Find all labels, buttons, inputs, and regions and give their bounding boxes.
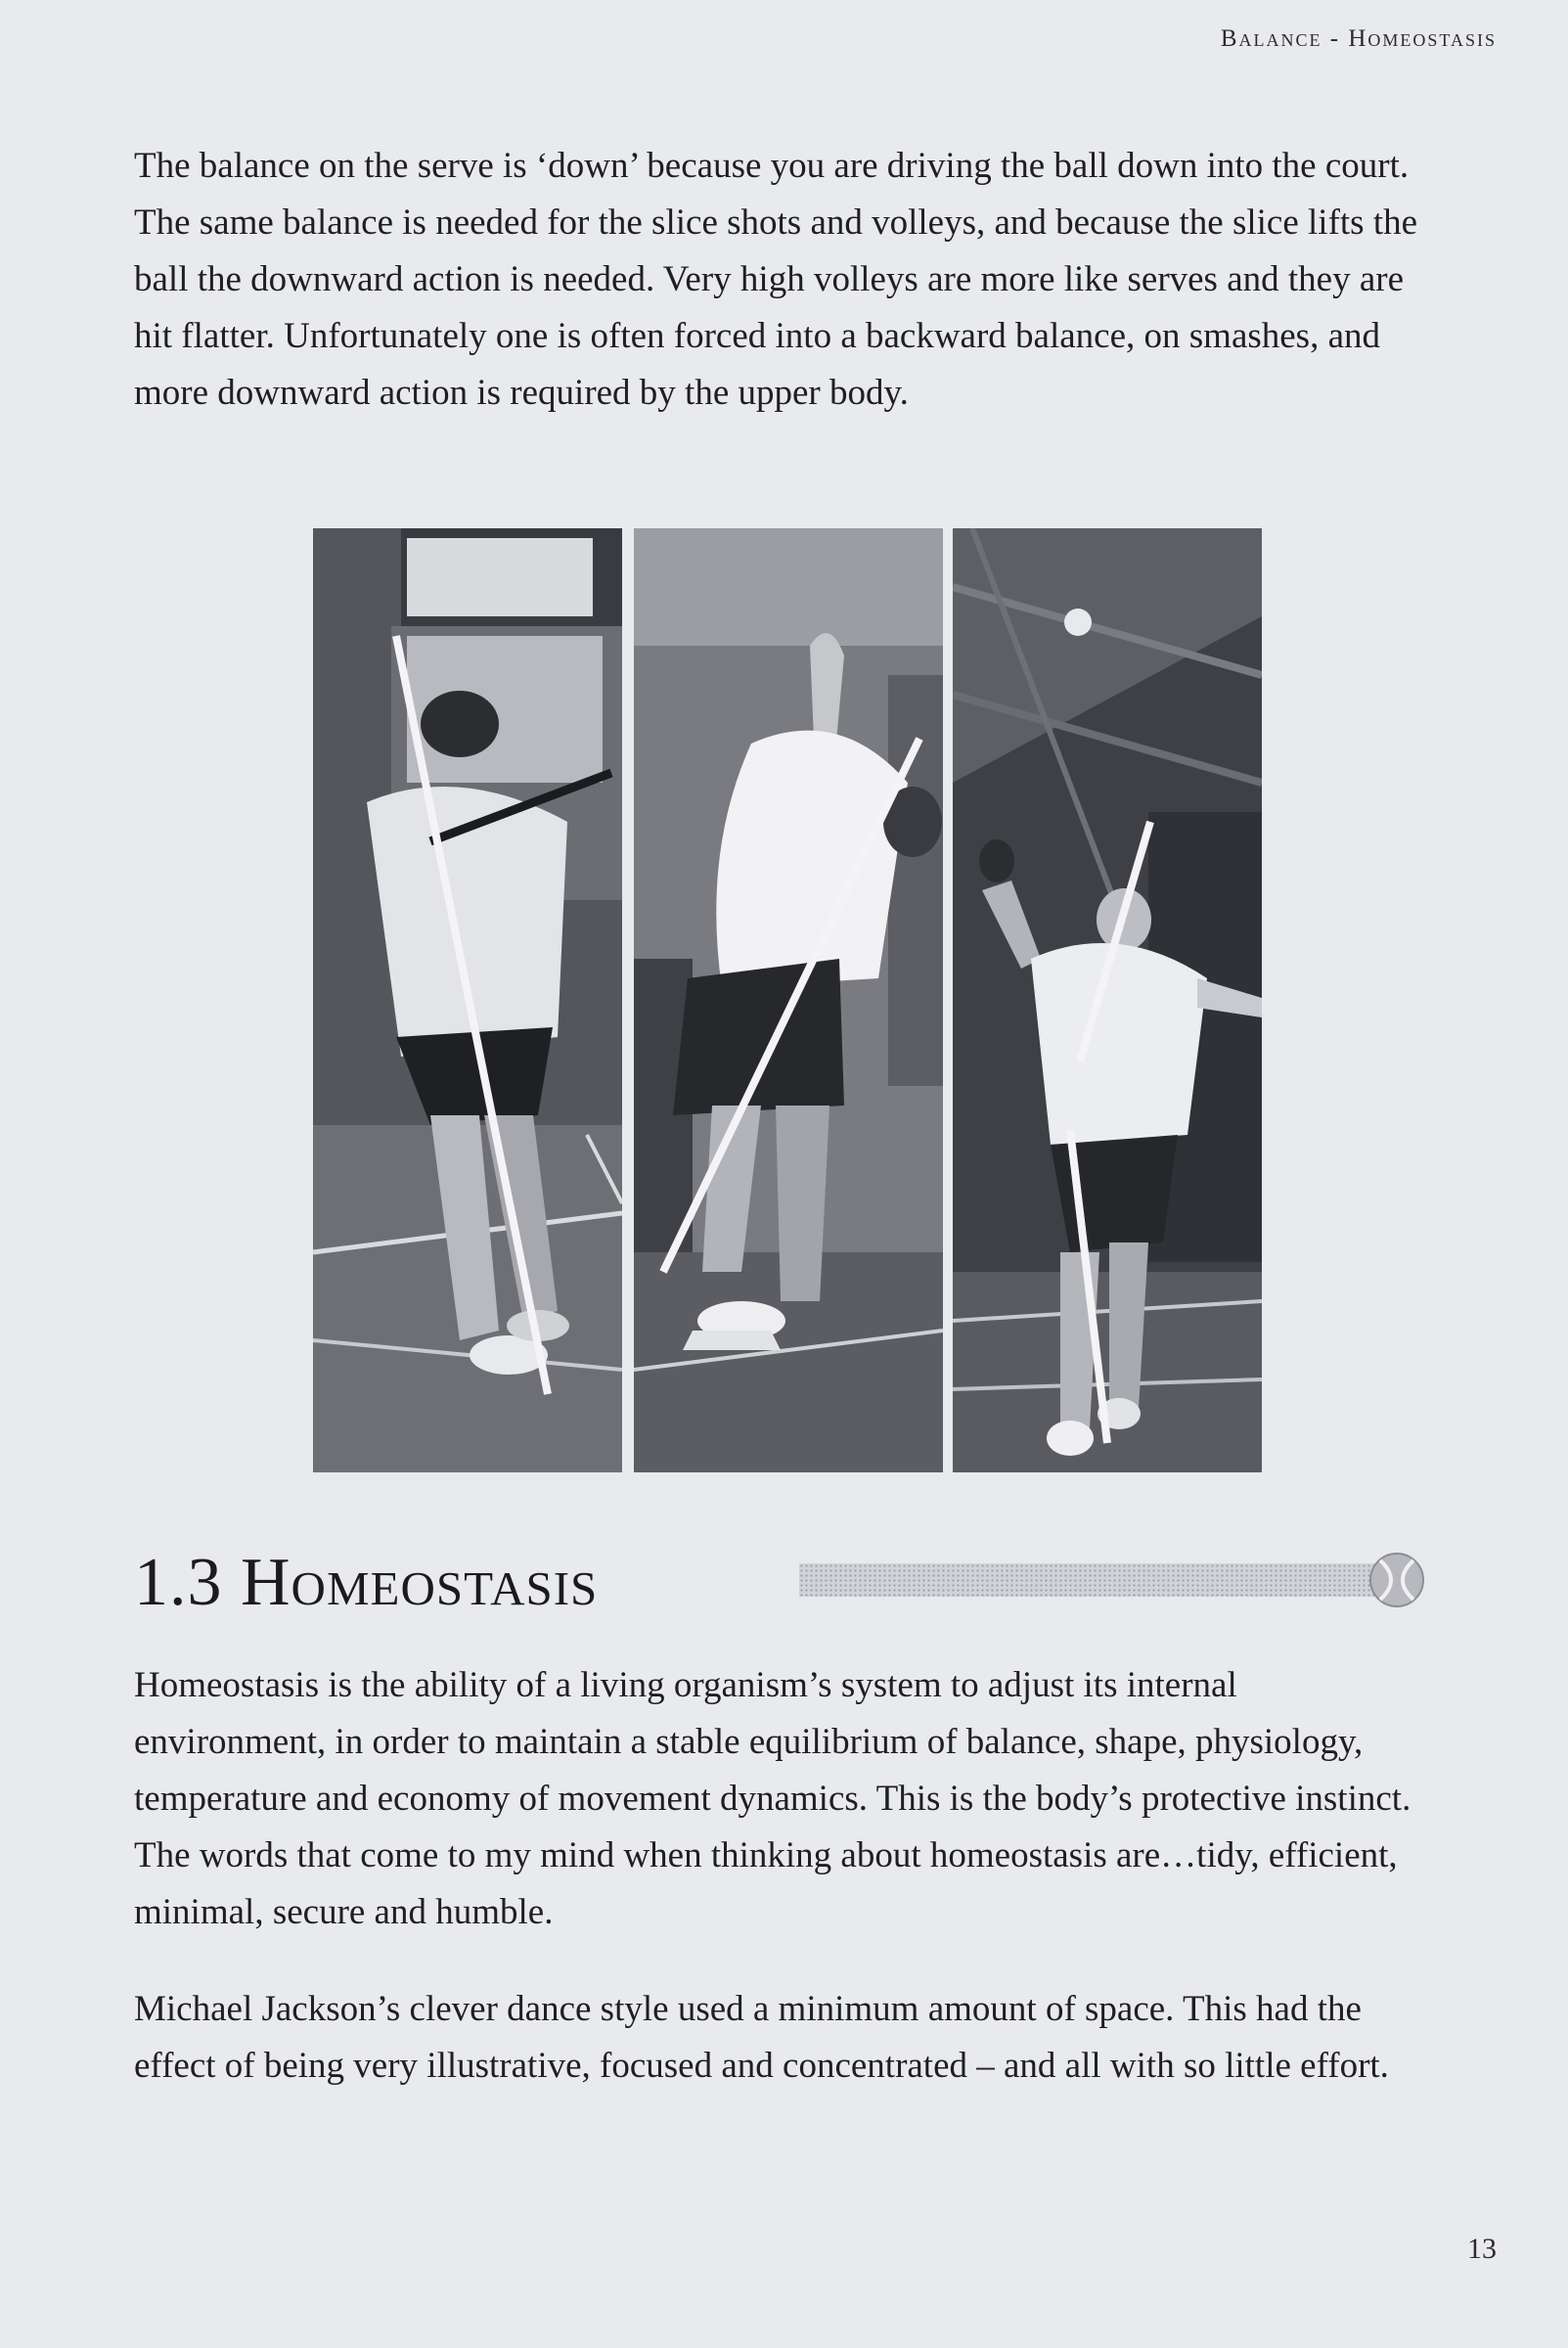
- running-header: Balance - Homeostasis: [1220, 25, 1497, 52]
- tennis-ball-icon: [1368, 1552, 1425, 1608]
- section-heading: [134, 1534, 1425, 1632]
- paragraph-michael-jackson: Michael Jackson’s clever dance style used a minimum amount of space. This had the effect of being very illustrative, focused and concentrated – and all with so little effort.: [134, 1989, 1389, 2086]
- section-title: 1.3 Homeostasis: [134, 1545, 599, 1620]
- photo-player-serve: [634, 528, 943, 1472]
- page-number: 13: [1467, 2233, 1497, 2265]
- photo-player-slice-forehand: [313, 528, 622, 1472]
- paragraph-homeostasis-definition: Homeostasis is the ability of a living organism’s system to adjust its internal environment, in order to maintain a stable equilibrium of balance, shape, physiology, temperature and economy of movement dynamics. This is the body’s protective instinct. The words that come to my mind when thinking about homeostasis are…tidy, efficient, minimal, secure and humble.: [134, 1665, 1411, 1932]
- paragraph-serve-balance: The balance on the serve is ‘down’ because you are driving the ball down into the court. The same balance is needed for the slice shots and volleys, and because the slice lifts the ball the downward action is needed. Very high volleys are more like serves and they are hit flatter. Unfortunately one is often forced into a backward balance, on smashes, and more downward action is required by the upper body.: [134, 146, 1418, 413]
- balance-photo-strip: [313, 528, 1262, 1472]
- photo-player-high-volley: [953, 528, 1262, 1472]
- heading-decorative-bar: [799, 1563, 1396, 1597]
